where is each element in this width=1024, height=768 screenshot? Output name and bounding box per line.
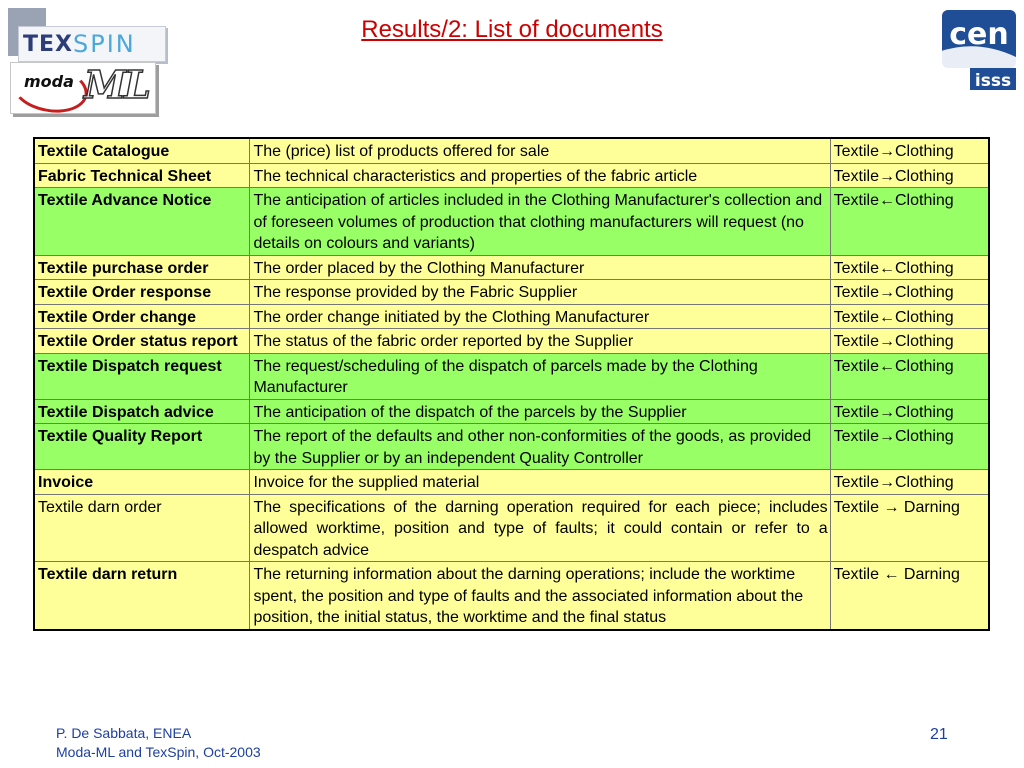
- document-name-cell: Textile Quality Report: [34, 424, 250, 470]
- document-description-cell: The request/scheduling of the dispatch of parcels made by the Clothing Manufacturer: [250, 353, 830, 399]
- document-name-cell: Fabric Technical Sheet: [34, 163, 250, 188]
- document-name-cell: Textile darn order: [34, 494, 250, 562]
- texspin-logo-spin: SPIN: [73, 30, 136, 58]
- footer-event: Moda-ML and TexSpin, Oct-2003: [56, 744, 261, 760]
- document-direction-cell: Textile←Clothing: [830, 353, 989, 399]
- texspin-logo-box: [18, 26, 166, 62]
- document-description-cell: The response provided by the Fabric Supplier: [250, 280, 830, 305]
- document-description-cell: The anticipation of the dispatch of the parcels by the Supplier: [250, 399, 830, 424]
- table-row: [34, 399, 989, 424]
- table-row: [34, 163, 989, 188]
- page-title: Results/2: List of documents: [361, 16, 663, 43]
- document-name-cell: Textile darn return: [34, 562, 250, 630]
- document-direction-cell: Textile→Clothing: [830, 399, 989, 424]
- isss-logo-text: isss: [974, 71, 1012, 91]
- document-direction-cell: Textile←Clothing: [830, 188, 989, 256]
- document-direction-cell: Textile←Clothing: [830, 304, 989, 329]
- documents-table: [33, 137, 990, 631]
- document-description-cell: The (price) list of products offered for sale: [250, 138, 830, 163]
- texspin-logo: [8, 8, 164, 56]
- document-name-cell: Textile Advance Notice: [34, 188, 250, 256]
- document-name-cell: Textile Dispatch advice: [34, 399, 250, 424]
- table-row: [34, 138, 989, 163]
- cen-logo-text: cen: [949, 17, 1009, 52]
- document-name-cell: Invoice: [34, 470, 250, 495]
- table-row: [34, 304, 989, 329]
- cen-isss-logo: [938, 8, 1018, 92]
- modaml-logo-ml: ML: [84, 62, 149, 107]
- document-description-cell: Invoice for the supplied material: [250, 470, 830, 495]
- document-direction-cell: Textile→Clothing: [830, 470, 989, 495]
- document-name-cell: Textile Order status report: [34, 329, 250, 354]
- document-description-cell: The specifications of the darning operation required for each piece; includes allowed worktime, position and type of faults; it could contain or refer to a despatch advice: [250, 494, 830, 562]
- document-description-cell: The order placed by the Clothing Manufacturer: [250, 255, 830, 280]
- table-row: [34, 188, 989, 256]
- document-direction-cell: Textile→Clothing: [830, 329, 989, 354]
- table-row: [34, 562, 989, 630]
- document-name-cell: Textile Catalogue: [34, 138, 250, 163]
- document-direction-cell: Textile→Clothing: [830, 424, 989, 470]
- document-direction-cell: Textile→Clothing: [830, 280, 989, 305]
- document-description-cell: The technical characteristics and properties of the fabric article: [250, 163, 830, 188]
- table-row: [34, 255, 989, 280]
- document-name-cell: Textile purchase order: [34, 255, 250, 280]
- document-description-cell: The returning information about the darning operations; include the worktime spent, the position and type of faults and the associated information about the position, the initial status, the worktime and the final status: [250, 562, 830, 630]
- modaml-logo: [8, 60, 158, 116]
- document-name-cell: Textile Dispatch request: [34, 353, 250, 399]
- document-direction-cell: Textile→Clothing: [830, 163, 989, 188]
- document-description-cell: The order change initiated by the Clothing Manufacturer: [250, 304, 830, 329]
- table-row: [34, 470, 989, 495]
- footer-author: P. De Sabbata, ENEA: [56, 725, 192, 741]
- modaml-logo-moda: moda: [24, 72, 74, 91]
- footer: [56, 724, 261, 762]
- document-name-cell: Textile Order change: [34, 304, 250, 329]
- document-direction-cell: Textile←Clothing: [830, 255, 989, 280]
- document-direction-cell: Textile ← Darning: [830, 562, 989, 630]
- table-row: [34, 494, 989, 562]
- table-row: [34, 353, 989, 399]
- table-row: [34, 424, 989, 470]
- documents-table-body: [34, 138, 989, 630]
- document-name-cell: Textile Order response: [34, 280, 250, 305]
- document-direction-cell: Textile→Clothing: [830, 138, 989, 163]
- document-direction-cell: Textile → Darning: [830, 494, 989, 562]
- texspin-logo-tex: TEX: [23, 31, 73, 57]
- table-row: [34, 329, 989, 354]
- document-description-cell: The status of the fabric order reported by the Supplier: [250, 329, 830, 354]
- table-row: [34, 280, 989, 305]
- document-description-cell: The anticipation of articles included in the Clothing Manufacturer's collection and of foreseen volumes of production that clothing manufacturers will request (no details on colours and variants): [250, 188, 830, 256]
- page-number: 21: [930, 726, 948, 743]
- document-description-cell: The report of the defaults and other non-conformities of the goods, as provided by the Supplier or by an independent Quality Controller: [250, 424, 830, 470]
